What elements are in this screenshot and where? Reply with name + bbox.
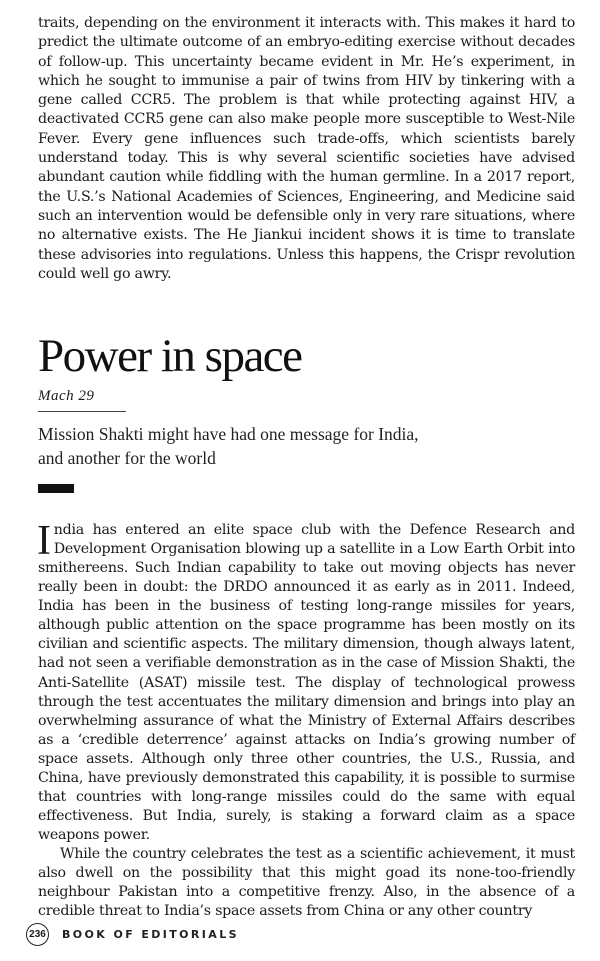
section-divider-bar bbox=[38, 484, 74, 493]
article-body bbox=[37, 518, 575, 921]
book-title: BOOK OF EDITORIALS bbox=[62, 928, 239, 941]
previous-article-text: traits, depending on the environment it interacts with. This makes it hard to predict the ultimate outcome of an embryo-editing exercise without decades of follow-up. This uncertainty became evident in Mr. He’s experiment, in which he sought to immunise a pair of twins from HIV by tinkering with a gene called CCR5. The problem is that while protecting against HIV, a deactivated CCR5 gene can also make people more susceptible to West-Nile Fever. Every gene influences such trade-offs, which scientists barely understand today. This is why several scientific societies have advised abundant caution while fiddling with the human germline. In a 2017 report, the U.S.’s National Academies of Sciences, Engineering, and Medicine said such an intervention would be defensible only in very rare situations, where no alternative exists. The He Jiankui incident shows it is time to translate these advisories into regulations. Unless this happens, the Crispr revolution could well go awry. bbox=[38, 15, 575, 282]
article-headline: Power in space bbox=[38, 330, 302, 383]
page-footer bbox=[26, 923, 239, 946]
body-paragraph-1-text: ndia has entered an elite space club with the Defence Research and Development Organisation blowing up a satellite in a Low Earth Orbit into smithereens. Such Indian capability to take out moving objects has never really been in doubt: the DRDO announced it as early as in 2011. Indeed, India has been in the business of testing long-range missiles for years, although public attention on the space programme has been mostly on its civilian and scientific aspects. The military dimension, though always latent, had not seen a verifiable demonstration as in the case of Mission Shakti, the Anti-Satellite (ASAT) missile test. The display of technological prowess through the test accentuates the military dimension and brings into play an overwhelming assurance of what the Ministry of External Affairs describes as a ‘credible deterrence’ against attacks on India’s growing number of space assets. Although only three other countries, the U.S., Russia, and China, have previously demonstrated this capability, it is possible to surmise that countries with long-range missiles could do the same with equal effectiveness. But India, surely, is staking a forward claim as a space weapons power. bbox=[38, 522, 575, 843]
body-paragraph-1 bbox=[37, 518, 575, 845]
page-content bbox=[38, 14, 575, 921]
page-number: 236 bbox=[26, 923, 49, 946]
drop-cap: I bbox=[37, 518, 51, 565]
body-paragraph-2: While the country celebrates the test as a scientific achievement, it must also dwell on the possibility that this might goad its none-too-friendly neighbour Pakistan into a competitive frenzy. Also, in the absence of a credible threat to India’s space assets from China or any other country bbox=[38, 845, 575, 920]
standfirst-line-2: and another for the world bbox=[38, 448, 216, 469]
date-underline bbox=[38, 411, 126, 412]
standfirst-line-1: Mission Shakti might have had one message for India, bbox=[38, 424, 419, 445]
article-standfirst bbox=[38, 422, 575, 470]
article-date: Mach 29 bbox=[38, 388, 95, 405]
